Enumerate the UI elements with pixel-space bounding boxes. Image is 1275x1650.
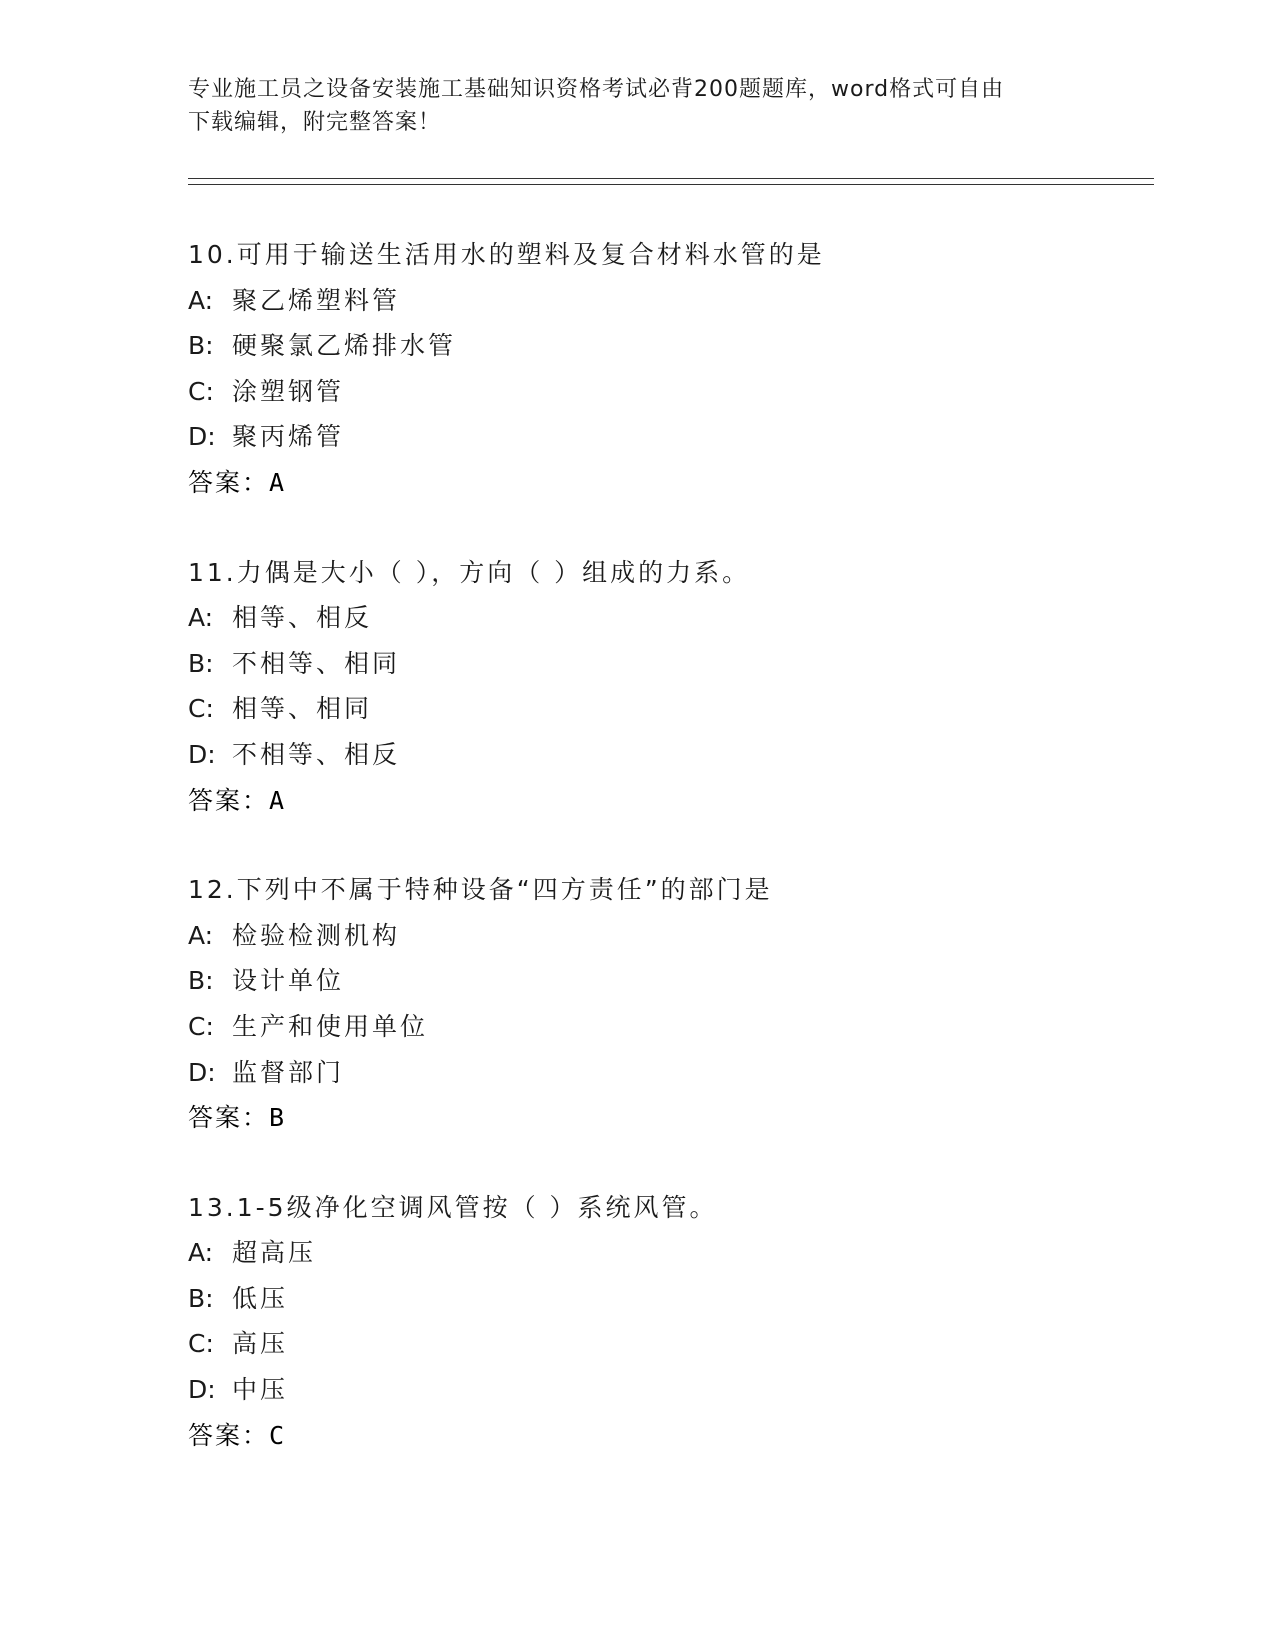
answer-label: 答案：	[188, 1420, 270, 1450]
question-stem: 11.力偶是大小（ ），方向（ ）组成的力系。	[188, 557, 751, 587]
option-label: B:	[188, 1283, 214, 1313]
answer-value: C	[269, 1420, 285, 1450]
option-b	[188, 641, 1148, 687]
option-text: 生产和使用单位	[232, 1011, 429, 1041]
answer-line	[188, 1413, 1148, 1459]
option-label: B:	[188, 331, 214, 361]
answer-label: 答案：	[188, 467, 270, 497]
document-header	[188, 73, 1068, 139]
option-c	[188, 1321, 1148, 1367]
answer-line	[188, 1095, 1148, 1141]
option-label: A:	[188, 920, 214, 950]
option-text: 聚乙烯塑料管	[232, 285, 401, 315]
option-a	[188, 1230, 1148, 1276]
option-d	[188, 732, 1148, 778]
header-divider-top	[188, 178, 1154, 179]
question-stem: 12.下列中不属于特种设备“四方责任”的部门是	[188, 875, 773, 905]
option-d	[188, 1050, 1148, 1096]
header-line-2: 下载编辑，附完整答案！	[188, 110, 442, 135]
option-text: 相等、相反	[232, 603, 373, 633]
option-label: C:	[188, 1329, 214, 1359]
answer-value: A	[269, 467, 285, 497]
question-item	[188, 550, 1148, 824]
option-label: D:	[188, 739, 216, 769]
option-d	[188, 1367, 1148, 1413]
option-a	[188, 595, 1148, 641]
option-c	[188, 369, 1148, 415]
question-stem: 10.可用于输送生活用水的塑料及复合材料水管的是	[188, 240, 825, 269]
question-item	[188, 867, 1148, 1141]
option-label: A:	[188, 285, 214, 315]
question-item	[188, 232, 1148, 506]
option-text: 低压	[232, 1283, 289, 1313]
option-text: 不相等、相反	[232, 739, 401, 769]
option-label: C:	[188, 1011, 214, 1041]
option-label: C:	[188, 376, 214, 406]
question-stem: 13.1-5级净化空调风管按（ ）系统风管。	[188, 1192, 718, 1222]
option-text: 检验检测机构	[232, 920, 401, 950]
option-b	[188, 958, 1148, 1004]
option-text: 硬聚氯乙烯排水管	[232, 331, 457, 361]
option-text: 相等、相同	[232, 694, 373, 724]
option-text: 不相等、相同	[232, 648, 401, 678]
answer-line	[188, 778, 1148, 824]
option-c	[188, 1004, 1148, 1050]
option-label: B:	[188, 648, 214, 678]
option-label: D:	[188, 1375, 216, 1405]
option-label: A:	[188, 603, 214, 633]
answer-label: 答案：	[188, 785, 270, 815]
option-text: 监督部门	[232, 1057, 345, 1087]
option-a	[188, 278, 1148, 324]
option-label: C:	[188, 694, 214, 724]
option-c	[188, 686, 1148, 732]
option-label: A:	[188, 1238, 214, 1268]
header-line-1: 专业施工员之设备安装施工基础知识资格考试必背200题题库，word格式可自由	[188, 77, 1005, 102]
answer-value: B	[269, 1103, 285, 1133]
option-label: B:	[188, 966, 214, 996]
question-list	[188, 232, 1148, 1502]
option-text: 聚丙烯管	[232, 422, 345, 452]
option-text: 涂塑钢管	[232, 376, 345, 406]
option-label: D:	[188, 1057, 216, 1087]
option-text: 超高压	[232, 1238, 317, 1268]
question-item	[188, 1185, 1148, 1459]
answer-line	[188, 460, 1148, 506]
answer-value: A	[269, 785, 285, 815]
option-label: D:	[188, 422, 216, 452]
option-b	[188, 323, 1148, 369]
answer-label: 答案：	[188, 1103, 270, 1133]
option-a	[188, 913, 1148, 959]
option-text: 中压	[232, 1375, 289, 1405]
header-divider-bottom	[188, 184, 1154, 185]
option-b	[188, 1276, 1148, 1322]
option-d	[188, 414, 1148, 460]
option-text: 高压	[232, 1329, 289, 1359]
option-text: 设计单位	[232, 966, 345, 996]
